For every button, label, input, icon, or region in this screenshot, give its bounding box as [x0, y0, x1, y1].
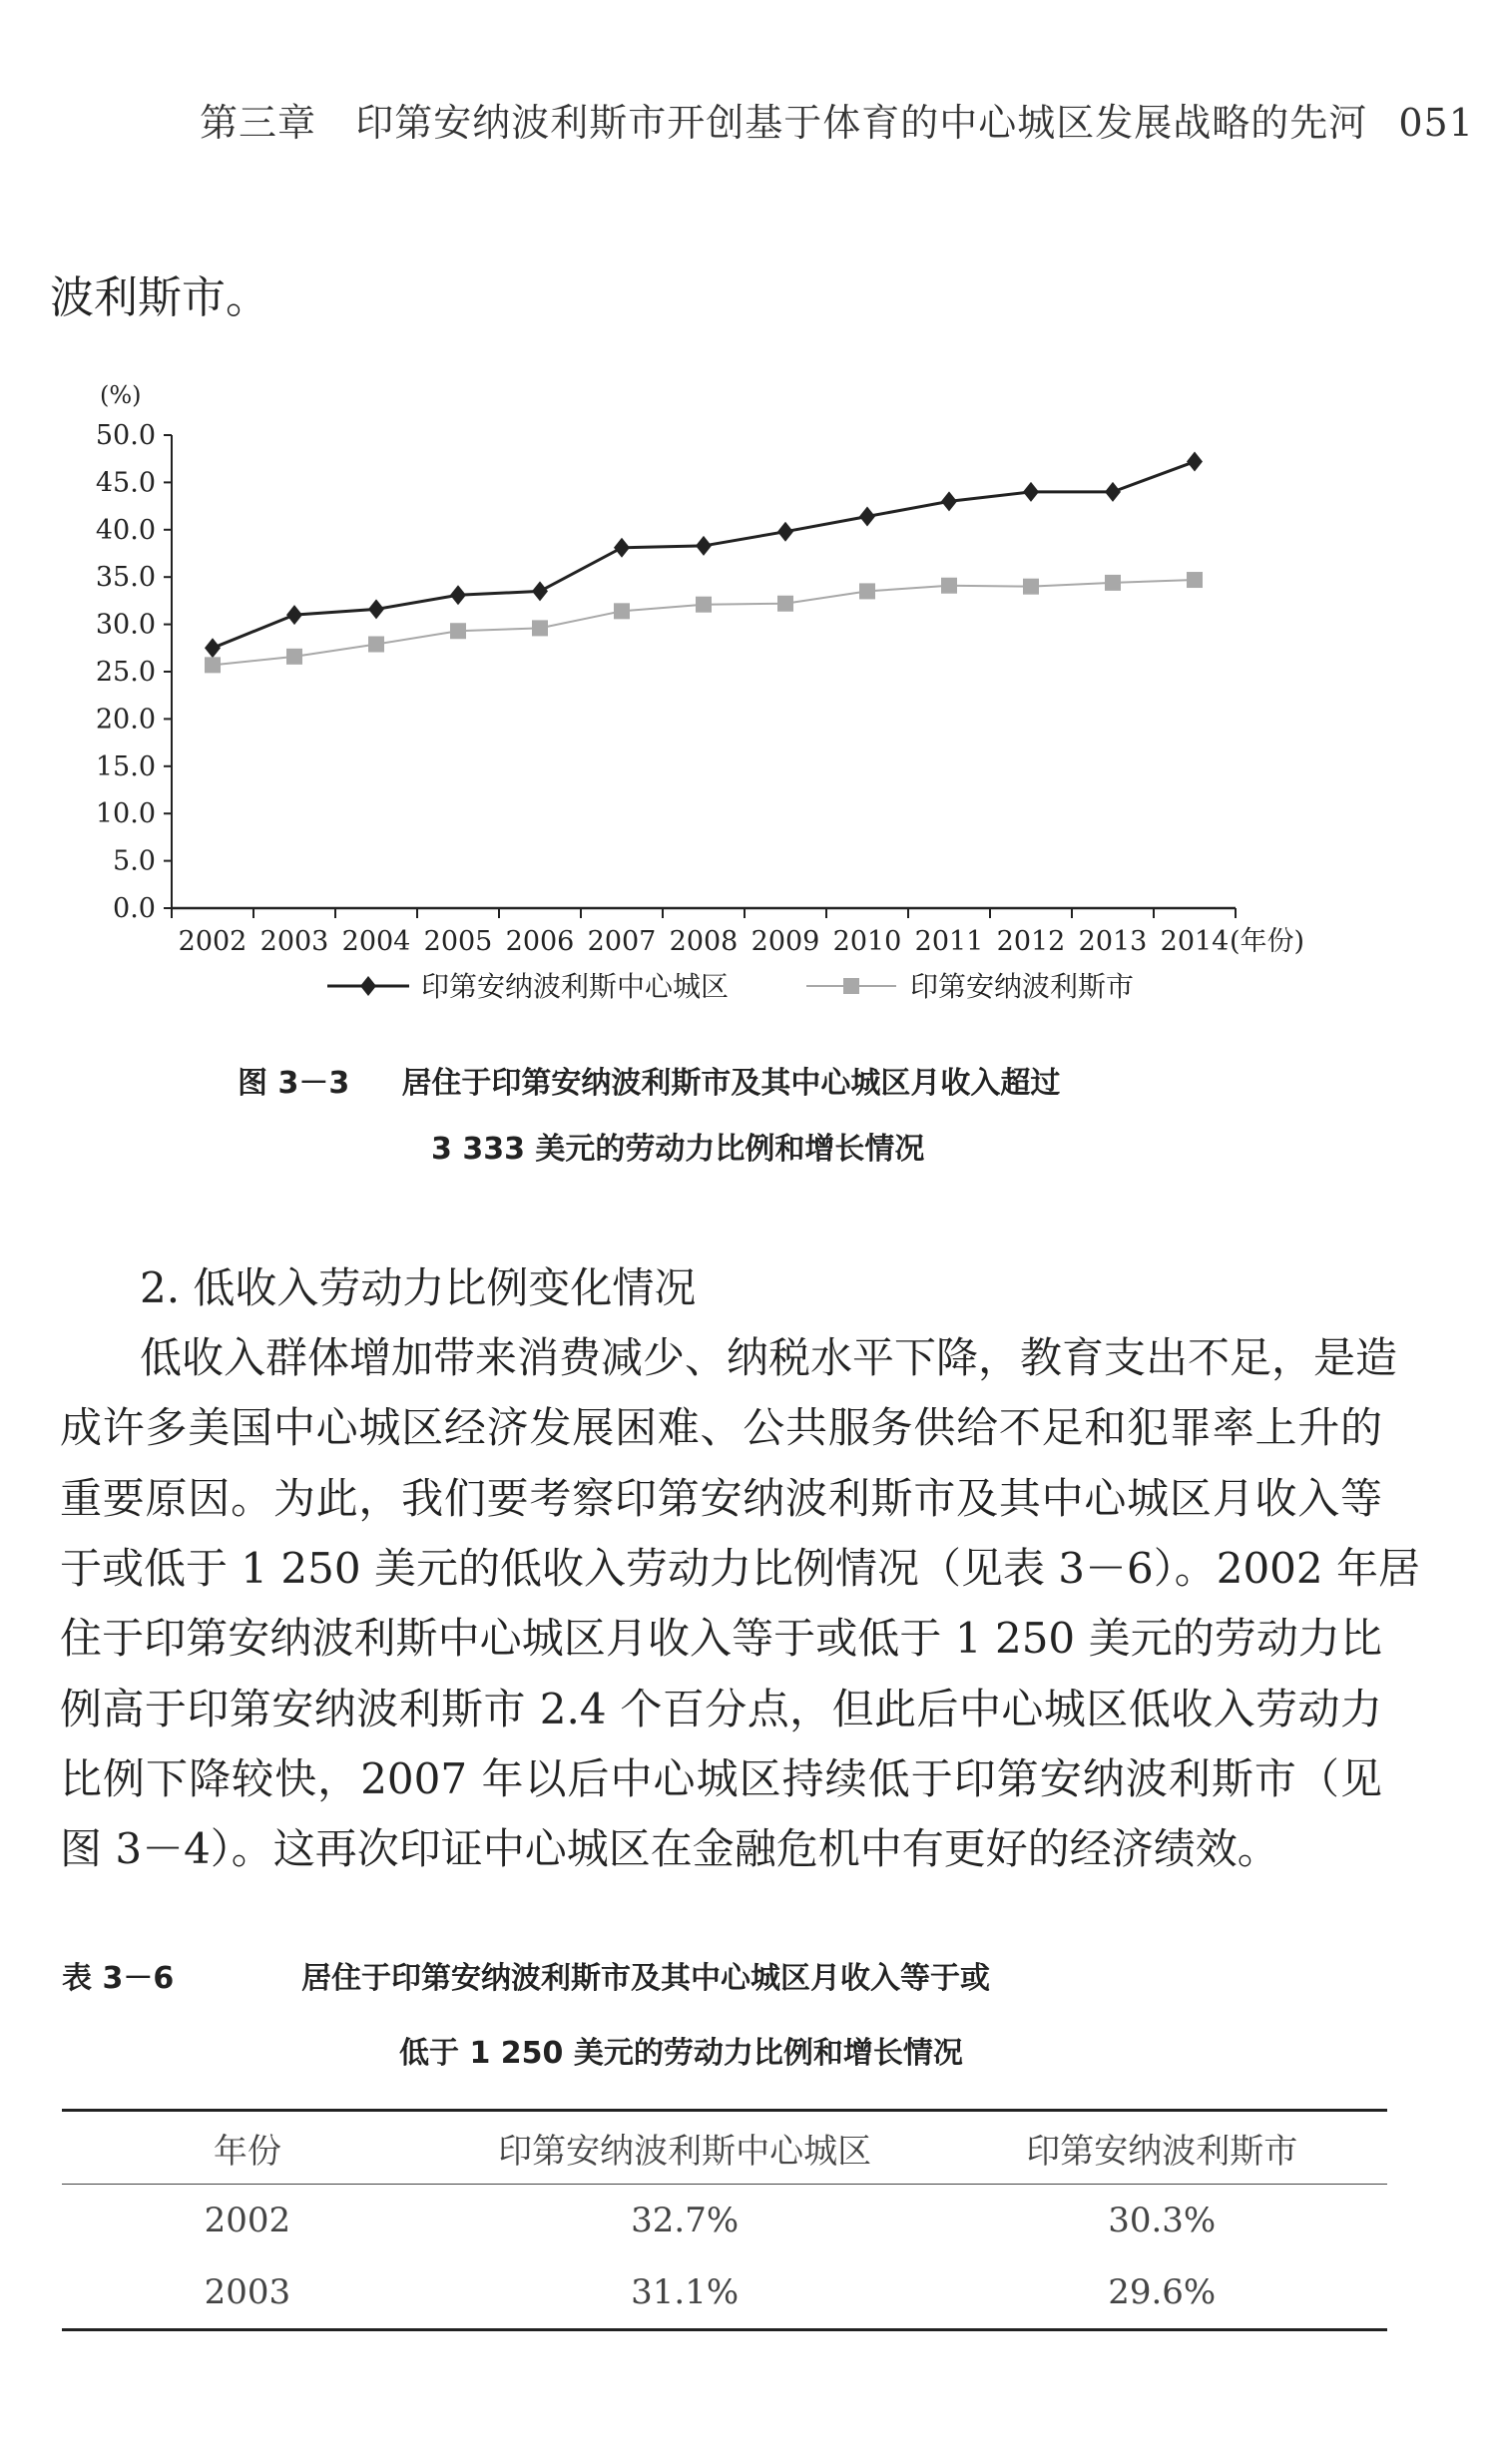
- data-point-square: [450, 623, 466, 639]
- figure-caption-line2: 3 333 美元的劳动力比例和增长情况: [431, 1132, 925, 1167]
- data-point-diamond: [532, 581, 548, 601]
- data-point-diamond: [1187, 452, 1203, 472]
- y-tick-label: 10.0: [95, 798, 156, 830]
- chapter-title: 印第安纳波利斯市开创基于体育的中心城区发展战略的先河: [355, 101, 1368, 145]
- cell-center: 32.7%: [631, 2201, 740, 2240]
- y-tick-label: 5.0: [113, 845, 156, 877]
- chapter-label: 第三章: [200, 101, 317, 145]
- y-tick-label: 40.0: [95, 514, 156, 546]
- x-tick-label: 2006: [505, 926, 575, 957]
- data-point-diamond: [614, 538, 630, 558]
- y-tick-label: 25.0: [95, 657, 156, 688]
- x-tick-label: 2012: [996, 926, 1066, 957]
- running-header: [200, 92, 1474, 147]
- data-point-square: [205, 657, 221, 673]
- data-point-square: [777, 596, 793, 612]
- cell-city: 30.3%: [1108, 2201, 1217, 2240]
- paragraph-line: 图 3－4）。这再次印证中心城区在金融危机中有更好的经济绩效。: [60, 1824, 1279, 1874]
- x-tick-label: 2005: [423, 926, 493, 957]
- figure-title: 居住于印第安纳波利斯市及其中心城区月收入超过: [401, 1066, 1061, 1101]
- y-unit-label: (%): [100, 381, 142, 409]
- y-tick-label: 45.0: [95, 467, 156, 499]
- data-point-square: [941, 578, 957, 594]
- cell-city: 29.6%: [1108, 2272, 1217, 2312]
- data-point-diamond: [1105, 482, 1121, 502]
- column-header-city: 印第安纳波利斯市: [1026, 2131, 1298, 2172]
- x-tick-label: 2008: [669, 926, 739, 957]
- data-point-square: [696, 597, 712, 613]
- page-number: 051: [1398, 101, 1474, 145]
- cell-year: 2003: [204, 2272, 291, 2312]
- data-point-square: [859, 583, 875, 599]
- data-point-square: [614, 603, 630, 619]
- data-point-square: [1187, 572, 1203, 588]
- x-tick-label: 2002: [178, 926, 248, 957]
- data-point-diamond: [205, 638, 221, 658]
- paragraph-line: 例高于印第安纳波利斯市 2.4 个百分点，但此后中心城区低收入劳动力: [60, 1684, 1382, 1733]
- x-tick-label: 2010: [832, 926, 902, 957]
- paragraph-line: 住于印第安纳波利斯中心城区月收入等于或低于 1 250 美元的劳动力比: [60, 1614, 1382, 1664]
- x-tick-label: 2011: [914, 926, 984, 957]
- data-table: [62, 2109, 1387, 2331]
- data-point-square: [532, 620, 548, 636]
- cell-year: 2002: [204, 2201, 291, 2240]
- column-header-center: 印第安纳波利斯中心城区: [498, 2131, 872, 2172]
- legend-label-city: 印第安纳波利斯市: [910, 970, 1135, 1003]
- data-point-square: [1023, 579, 1039, 595]
- data-point-diamond: [859, 507, 875, 527]
- y-tick-label: 20.0: [95, 704, 156, 736]
- figure-caption-line1: [238, 1058, 1060, 1102]
- x-unit-label: (年份): [1230, 926, 1305, 957]
- data-point-square: [286, 649, 302, 665]
- data-point-diamond: [286, 605, 302, 625]
- x-tick-label: 2007: [587, 926, 657, 957]
- table-number: 表 3－6: [62, 1961, 175, 1996]
- y-tick-label: 0.0: [113, 893, 156, 924]
- table-row: [62, 2185, 1387, 2257]
- data-point-diamond: [450, 585, 466, 605]
- table-row: [62, 2256, 1387, 2330]
- paragraph-line: 重要原因。为此，我们要考察印第安纳波利斯市及其中心城区月收入等: [60, 1473, 1382, 1523]
- table-header-row: [62, 2111, 1387, 2185]
- data-point-diamond: [777, 522, 793, 542]
- column-header-year: 年份: [213, 2131, 281, 2172]
- table-title-line2: 低于 1 250 美元的劳动力比例和增长情况: [399, 2036, 963, 2071]
- legend-diamond-icon: [360, 976, 376, 996]
- x-tick-label: 2003: [259, 926, 329, 957]
- paragraph-line: 于或低于 1 250 美元的低收入劳动力比例情况（见表 3－6）。2002 年居: [60, 1543, 1420, 1593]
- series-line-city: [213, 580, 1195, 665]
- data-point-square: [1105, 575, 1121, 591]
- y-tick-label: 15.0: [95, 750, 156, 782]
- x-tick-label: 2009: [750, 926, 820, 957]
- legend-square-icon: [843, 978, 859, 994]
- paragraph-line: 比例下降较快，2007 年以后中心城区持续低于印第安纳波利斯市（见: [60, 1753, 1382, 1803]
- x-tick-label: 2014: [1160, 926, 1230, 957]
- table-title-line1: 居住于印第安纳波利斯市及其中心城区月收入等于或: [301, 1961, 990, 1996]
- figure-number: 图 3－3: [238, 1066, 350, 1101]
- y-tick-label: 35.0: [95, 562, 156, 594]
- x-tick-label: 2013: [1078, 926, 1148, 957]
- continued-text: 波利斯市。: [50, 272, 269, 323]
- section-heading: 2. 低收入劳动力比例变化情况: [140, 1263, 697, 1312]
- paragraph-line: 低收入群体增加带来消费减少、纳税水平下降，教育支出不足，是造: [140, 1333, 1398, 1382]
- cell-center: 31.1%: [631, 2272, 740, 2312]
- y-tick-label: 30.0: [95, 609, 156, 641]
- data-point-diamond: [368, 599, 384, 619]
- data-point-diamond: [1023, 482, 1039, 502]
- paragraph-line: 成许多美国中心城区经济发展困难、公共服务供给不足和犯罪率上升的: [60, 1403, 1382, 1453]
- data-point-diamond: [696, 536, 712, 556]
- y-tick-label: 50.0: [95, 420, 156, 451]
- data-point-diamond: [941, 491, 957, 511]
- x-tick-label: 2004: [341, 926, 411, 957]
- legend-label-center-city: 印第安纳波利斯中心城区: [421, 970, 730, 1003]
- line-chart: [0, 359, 1497, 1018]
- data-point-square: [368, 637, 384, 653]
